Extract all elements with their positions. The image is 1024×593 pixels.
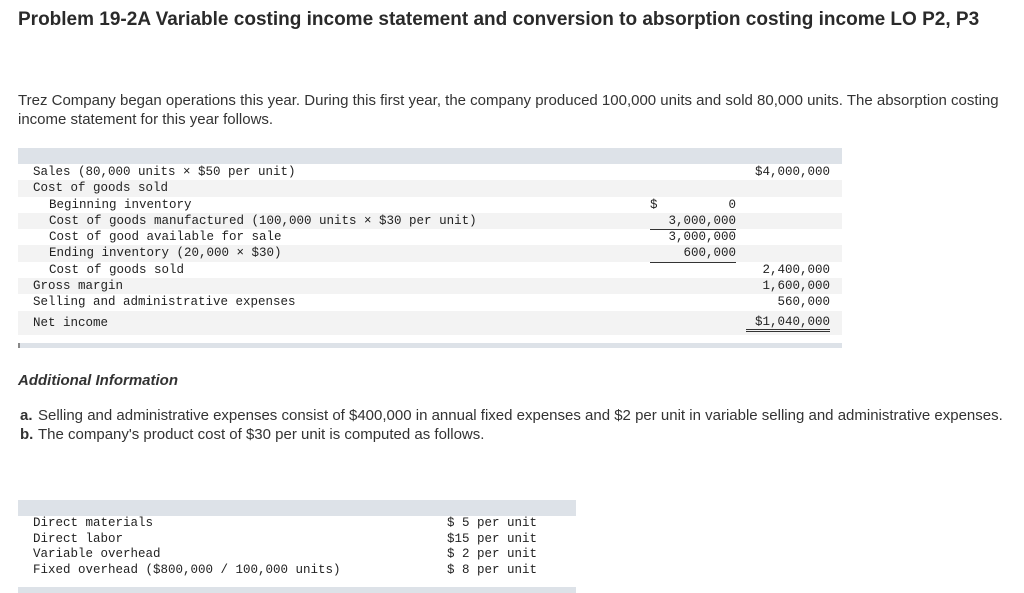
table-row [18,547,576,563]
cost-value: $15 per unit [447,531,538,546]
sales-row [18,164,842,180]
ending-inventory-row [18,245,842,261]
cogm-row [18,213,842,229]
problem-title: Problem 19-2A Variable costing income statement and conversion to absorption costing income LO P2, P3 [18,9,980,30]
cost-value: $ 2 per unit [447,547,538,562]
cost-label: Direct labor [33,531,124,546]
intro-paragraph: Trez Company began operations this year. During this first year, the company produced 100,000 units and sold 80,000 units. The absorption costing income statement for this year follows. [18,92,999,128]
gross-margin-value: 1,600,000 [762,279,830,294]
item-text: The company's product cost of $30 per unit is computed as follows. [38,426,485,443]
cost-label: Fixed overhead ($800,000 / 100,000 units) [33,563,341,578]
available-row [18,229,842,245]
net-income-label: Net income [33,315,109,330]
item-marker: b. [20,426,34,443]
net-income-value: $1,040,000 [746,315,830,332]
gross-margin-label: Gross margin [33,279,124,294]
table-row [18,532,576,548]
cogm-label: Cost of goods manufactured (100,000 units × $30 per unit) [49,213,477,228]
net-income-row [18,311,842,335]
beginning-inventory-label: Beginning inventory [49,197,192,212]
item-text: Selling and administrative expenses consist of $400,000 in annual fixed expenses and $2 per unit in variable selling and administrative expenses. [38,407,1003,424]
table-footer-bar [18,343,842,348]
cogs-label: Cost of goods sold [49,262,185,277]
cost-value: $ 8 per unit [447,563,538,578]
cogs-row [18,262,842,278]
additional-item-b [18,425,1008,444]
beginning-inventory-row [18,197,842,213]
item-marker: a. [20,407,33,424]
table-header-bar [18,148,842,164]
beginning-inventory-value: 0 [728,197,736,212]
product-cost-table [18,500,576,593]
cost-label: Direct materials [33,516,154,530]
table-row [18,563,576,579]
ending-inventory-value: 600,000 [650,245,736,262]
cogm-value: 3,000,000 [650,213,736,230]
available-label: Cost of good available for sale [49,230,282,245]
additional-info-heading: Additional Information [18,372,178,389]
sales-value: $4,000,000 [754,165,830,179]
cogs-header-row [18,180,842,196]
gross-margin-row [18,278,842,294]
table-footer-bar [18,587,576,593]
sga-label: Selling and administrative expenses [33,295,296,310]
cost-value: $ 5 per unit [447,516,538,530]
table-row [18,516,576,532]
cost-label: Variable overhead [33,547,161,562]
beginning-inventory-symbol: $ [650,197,658,212]
cogs-value: 2,400,000 [746,262,830,279]
ending-inventory-label: Ending inventory (20,000 × $30) [49,246,282,261]
absorption-income-statement [18,148,842,348]
table-header-bar [18,500,576,516]
sga-row [18,294,842,310]
additional-item-a [18,406,1008,425]
cogs-header-label: Cost of goods sold [33,181,169,196]
sales-label: Sales (80,000 units × $50 per unit) [33,165,296,179]
additional-info-list [18,406,1008,444]
available-value: 3,000,000 [668,230,736,245]
sga-value: 560,000 [746,294,830,311]
